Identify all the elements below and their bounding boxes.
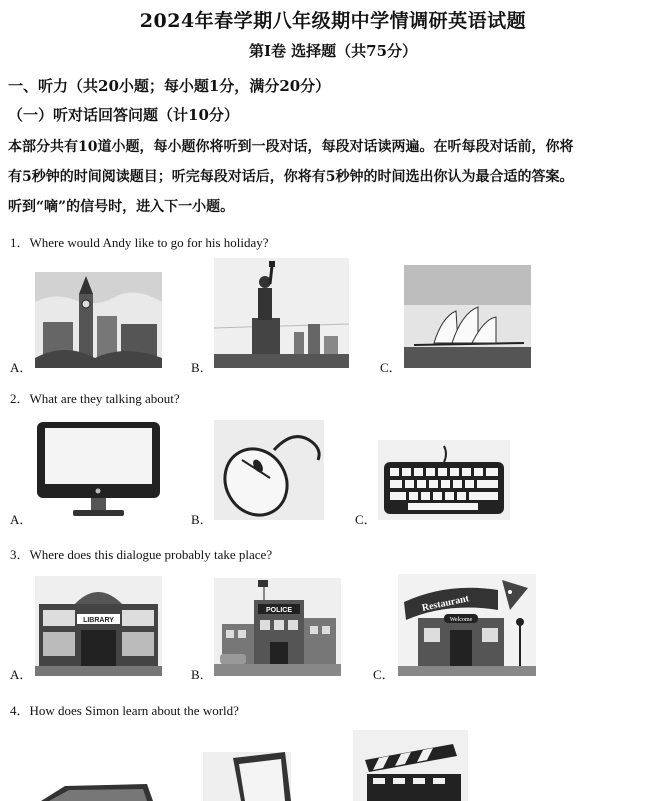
question-3 [10, 544, 272, 563]
instructions [8, 132, 660, 222]
instruction-line-3: 听到“嘀”的信号时，进入下一小题。 [8, 199, 235, 215]
computer-mouse-image[interactable] [214, 420, 324, 520]
option-b-label[interactable]: B． [191, 512, 213, 527]
question-2 [10, 388, 180, 407]
london-big-ben-image[interactable] [35, 272, 162, 368]
listening-heading: 一、听力（共20小题；每小题1分，满分20分） [8, 77, 331, 95]
option-b-label[interactable]: B． [191, 667, 213, 682]
police-sign: POLICE [265, 607, 293, 614]
option-c-label[interactable]: C． [355, 512, 377, 527]
option-c-label[interactable]: C． [380, 360, 402, 375]
option-a-label[interactable]: A． [10, 512, 33, 527]
instruction-line-1: 本部分共有10道小题，每小题你将听到一段对话，每段对话读两遍。在听每段对话前，你将 [8, 139, 574, 155]
part-heading: （一）听对话回答问题（计10分） [8, 106, 239, 124]
restaurant-sign: Restaurant [420, 593, 470, 614]
tablet-image[interactable] [203, 752, 291, 801]
book-image[interactable] [35, 780, 153, 801]
option-c-label[interactable]: C． [373, 667, 395, 682]
option-a-label[interactable]: A． [10, 667, 33, 682]
question-number: 4． [10, 703, 30, 718]
statue-of-liberty-image[interactable] [214, 258, 349, 368]
question-number: 1． [10, 235, 30, 250]
option-a-label[interactable]: A． [10, 360, 33, 375]
question-text: How does Simon learn about the world? [29, 703, 239, 718]
clapperboard-image[interactable] [353, 730, 468, 801]
question-1 [10, 232, 269, 251]
sydney-opera-house-image[interactable] [404, 265, 531, 368]
question-number: 3． [10, 547, 30, 562]
section-subtitle: 第Ⅰ卷 选择题（共75分） [248, 42, 418, 60]
library-sign: LIBRARY [83, 617, 114, 624]
exam-title: 2024年春学期八年级期中学情调研英语试题 [139, 10, 527, 32]
question-number: 2． [10, 391, 30, 406]
restaurant-building-image[interactable] [398, 574, 536, 676]
library-building-image[interactable] [35, 576, 162, 676]
question-text: Where does this dialogue probably take place? [29, 547, 273, 562]
keyboard-image[interactable] [378, 440, 510, 520]
welcome-sign: Welcome [449, 617, 473, 623]
police-station-image[interactable] [214, 578, 341, 676]
question-text: What are they talking about? [29, 391, 180, 406]
question-4 [10, 700, 239, 719]
instruction-line-2: 有5秒钟的时间阅读题目；听完每段对话后，你将有5秒钟的时间选出你认为最合适的答案。 [8, 169, 574, 185]
option-b-label[interactable]: B． [191, 360, 213, 375]
question-text: Where would Andy like to go for his holiday? [29, 235, 269, 250]
computer-monitor-image[interactable] [35, 420, 162, 520]
